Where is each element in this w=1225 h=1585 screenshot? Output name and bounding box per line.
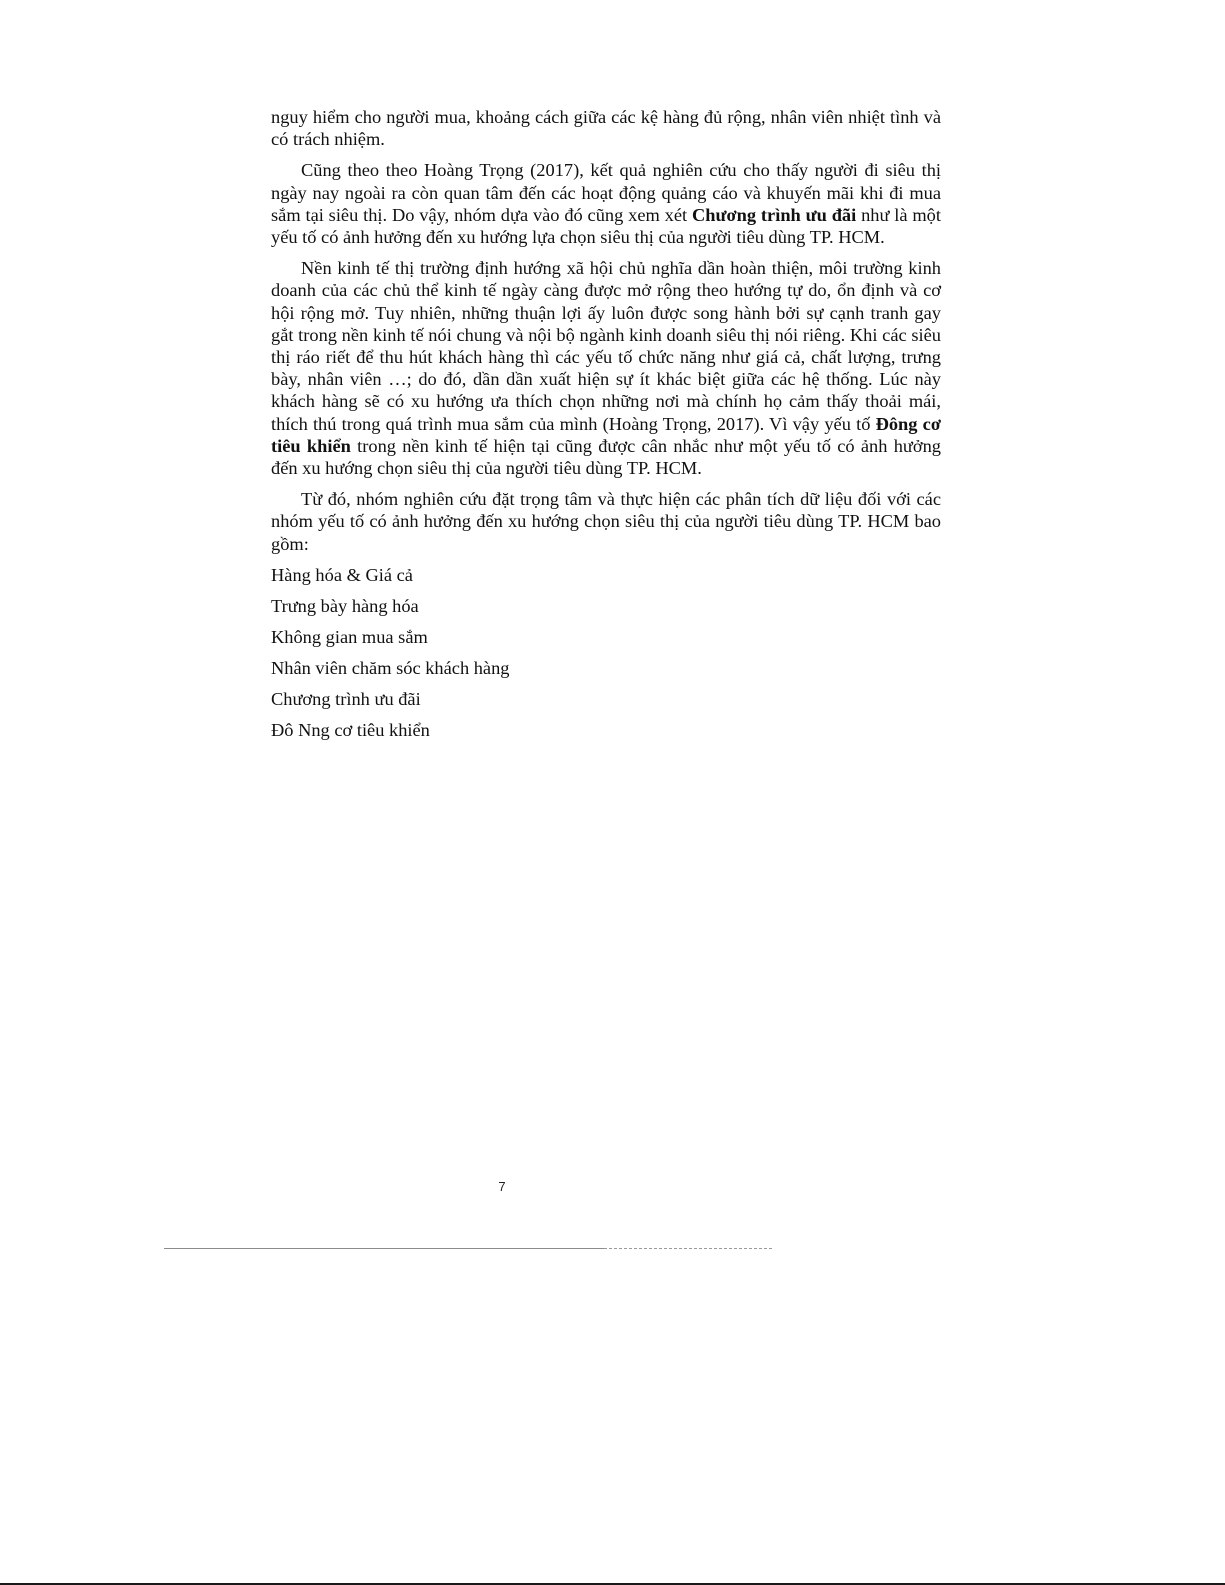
- paragraph-3-text-end: trong nền kinh tế hiện tại cũng được cân nhắc như một yếu tố có ảnh hưởng đến xu hướng chọn siêu thị của người tiêu dùng TP. HCM.: [271, 435, 941, 479]
- paragraph-1-text: nguy hiểm cho người mua, khoảng cách giữa các kệ hàng đủ rộng, nhân viên nhiệt tình và có trách nhiệm.: [271, 107, 941, 150]
- paragraph-4-text: Từ đó, nhóm nghiên cứu đặt trọng tâm và thực hiện các phân tích dữ liệu đối với các nhóm yếu tố có ảnh hưởng đến xu hướng chọn siêu thị của người tiêu dùng TP. HCM bao gồm:: [271, 489, 941, 554]
- paragraph-2: [271, 159, 941, 248]
- factor-item: Chương trình ưu đãi: [271, 688, 421, 709]
- factor-item: Trưng bày hàng hóa: [271, 595, 419, 616]
- factor-item: Không gian mua sắm: [271, 626, 428, 647]
- paragraph-3-text-start: Nền kinh tế thị trường định hướng xã hội chủ nghĩa dần hoàn thiện, môi trường kinh doanh của các chủ thể kinh tế ngày càng được mở rộng theo hướng tự do, ổn định và cơ hội rộng mở. Tuy nhiên, những thuận lợi ấy luôn được song hành bởi sự cạnh tranh gay gắt trong nền kinh tế nói chung và nội bộ ngành kinh doanh siêu thị nói riêng. Khi các siêu thị ráo riết để thu hút khách hàng thì các yếu tố chức năng như giá cả, chất lượng, trưng bày, nhân viên …; do đó, dần dần xuất hiện sự ít khác biệt giữa các hệ thống. Lúc này khách hàng sẽ có xu hướng ưa thích chọn những nơi mà chính họ cảm thấy thoải mái, thích thú trong quá trình mua sắm của mình (Hoàng Trọng, 2017). Vì vậy yếu tố: [271, 258, 941, 434]
- factor-item: Nhân viên chăm sóc khách hàng: [271, 657, 510, 678]
- factor-list: [271, 564, 941, 741]
- document-body: [271, 106, 941, 750]
- footer-divider-dashed: [604, 1248, 772, 1249]
- factor-item: Đô Nng cơ tiêu khiển: [271, 719, 430, 740]
- footer-divider: [164, 1248, 604, 1249]
- factor-item: Hàng hóa & Giá cả: [271, 564, 413, 585]
- paragraph-2-bold-term: Chương trình ưu đãi: [691, 204, 857, 225]
- paragraph-4: [271, 488, 941, 555]
- paragraph-1: [271, 106, 941, 150]
- paragraph-3-bold-term: Đông cơ tiêu khiển: [271, 413, 942, 456]
- paragraph-2-text-start: Cũng theo theo Hoàng Trọng (2017), kết quả nghiên cứu cho thấy người đi siêu thị ngày nay ngoài ra còn quan tâm đến các hoạt động quảng cáo và khuyến mãi khi đi mua sắm tại siêu thị. Do vậy, nhóm dựa vào đó cũng xem xét: [271, 160, 941, 225]
- page-number: 7: [498, 1179, 506, 1194]
- paragraph-2-text-end: như là một yếu tố có ảnh hưởng đến xu hướng lựa chọn siêu thị của người tiêu dùng TP. HCM.: [271, 204, 941, 248]
- paragraph-3: [271, 257, 941, 479]
